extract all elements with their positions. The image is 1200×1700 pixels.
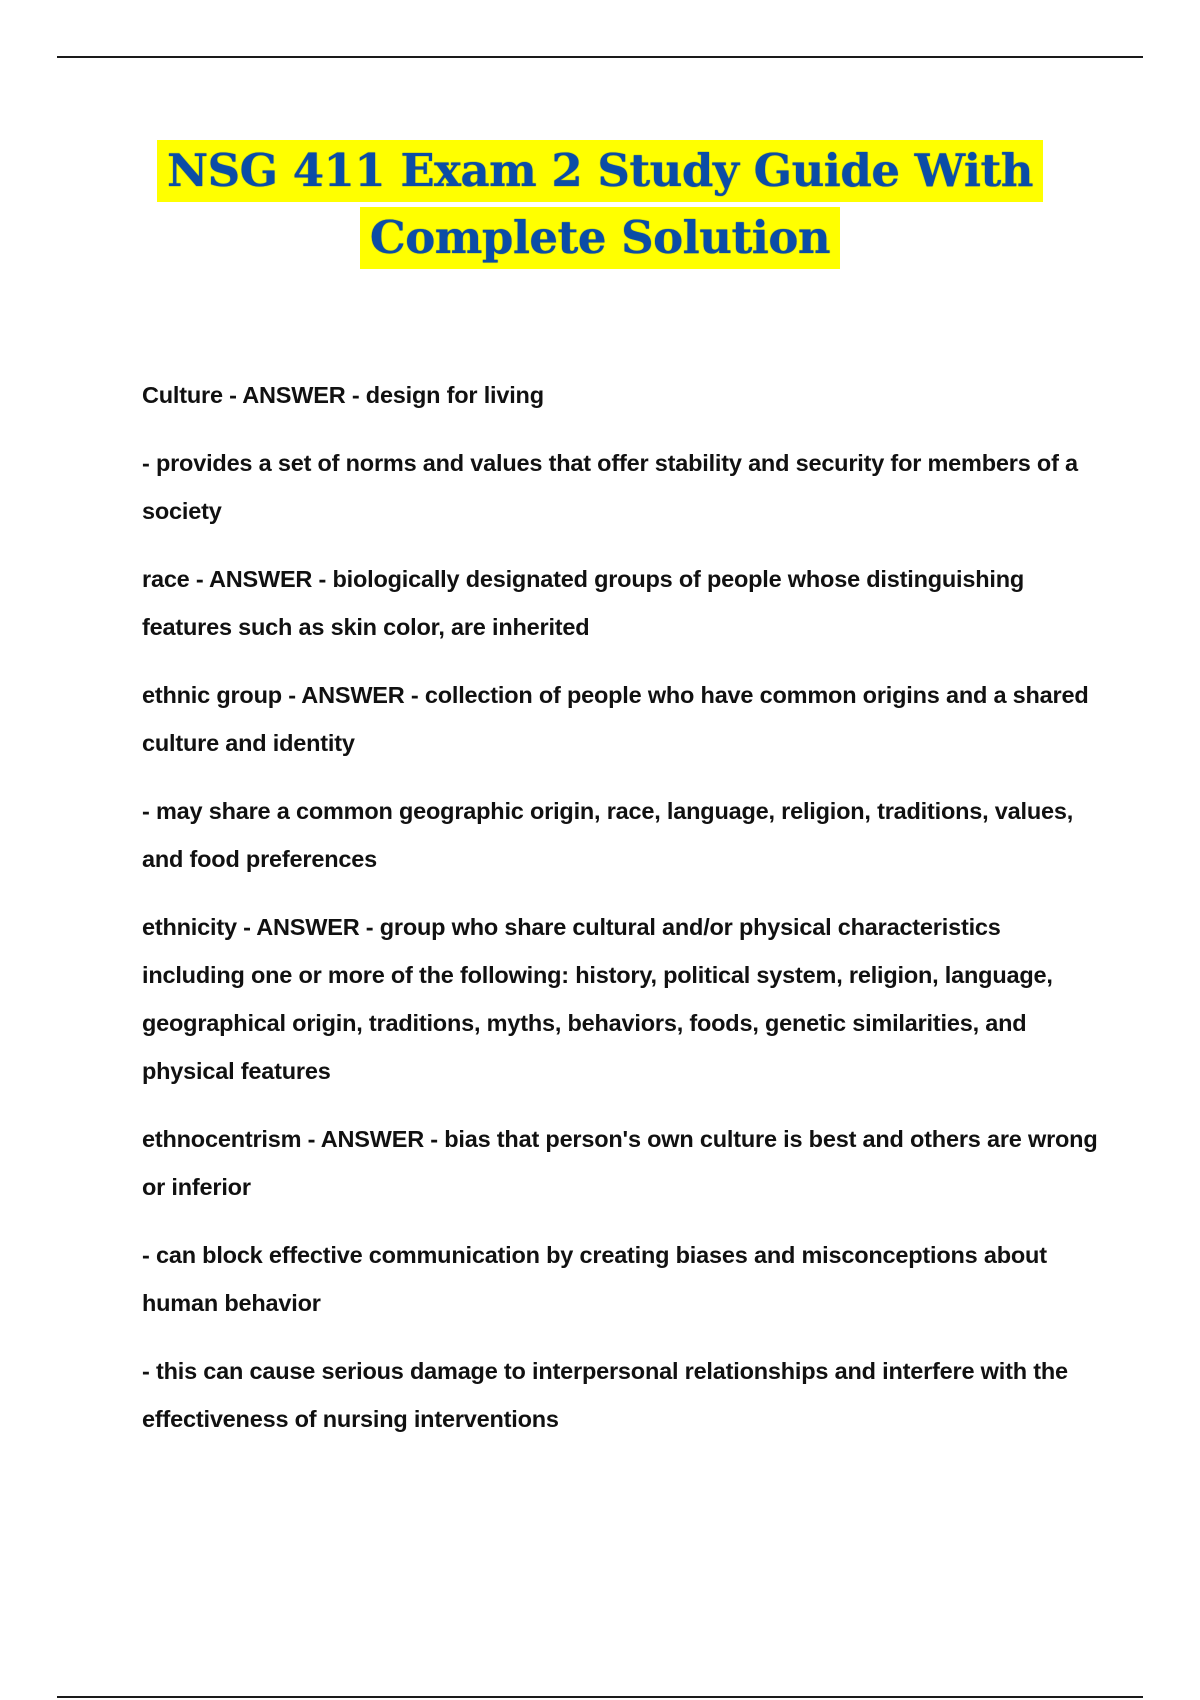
document-title xyxy=(0,140,1200,274)
paragraph-ethnocentrism-detail-1: - can block effective communication by creating biases and misconceptions about human behavior xyxy=(142,1242,1047,1316)
paragraph-ethnic-group: ethnic group - ANSWER - collection of people who have common origins and a shared culture and identity xyxy=(142,682,1089,756)
footer-rule xyxy=(57,1696,1143,1698)
paragraph-ethnicity: ethnicity - ANSWER - group who share cultural and/or physical characteristics including one or more of the following: history, political system, religion, language, geographical origin, traditions, myths, behaviors, foods, genetic similarities, and physical features xyxy=(142,914,1053,1084)
paragraph-culture-detail: - provides a set of norms and values that offer stability and security for members of a society xyxy=(142,450,1078,524)
paragraph-culture: Culture - ANSWER - design for living xyxy=(142,382,544,408)
title-line-1: NSG 411 Exam 2 Study Guide With xyxy=(157,140,1043,202)
paragraph-ethnic-group-detail: - may share a common geographic origin, race, language, religion, traditions, values, and food preferences xyxy=(142,798,1074,872)
document-body xyxy=(142,371,1102,1463)
title-line-2: Complete Solution xyxy=(360,207,840,269)
paragraph-ethnocentrism-detail-2: - this can cause serious damage to interpersonal relationships and interfere with the effectiveness of nursing interventions xyxy=(142,1358,1068,1432)
paragraph-race: race - ANSWER - biologically designated groups of people whose distinguishing features such as skin color, are inherited xyxy=(142,566,1025,640)
header-rule xyxy=(57,56,1143,58)
paragraph-ethnocentrism: ethnocentrism - ANSWER - bias that person's own culture is best and others are wrong or inferior xyxy=(142,1126,1098,1200)
